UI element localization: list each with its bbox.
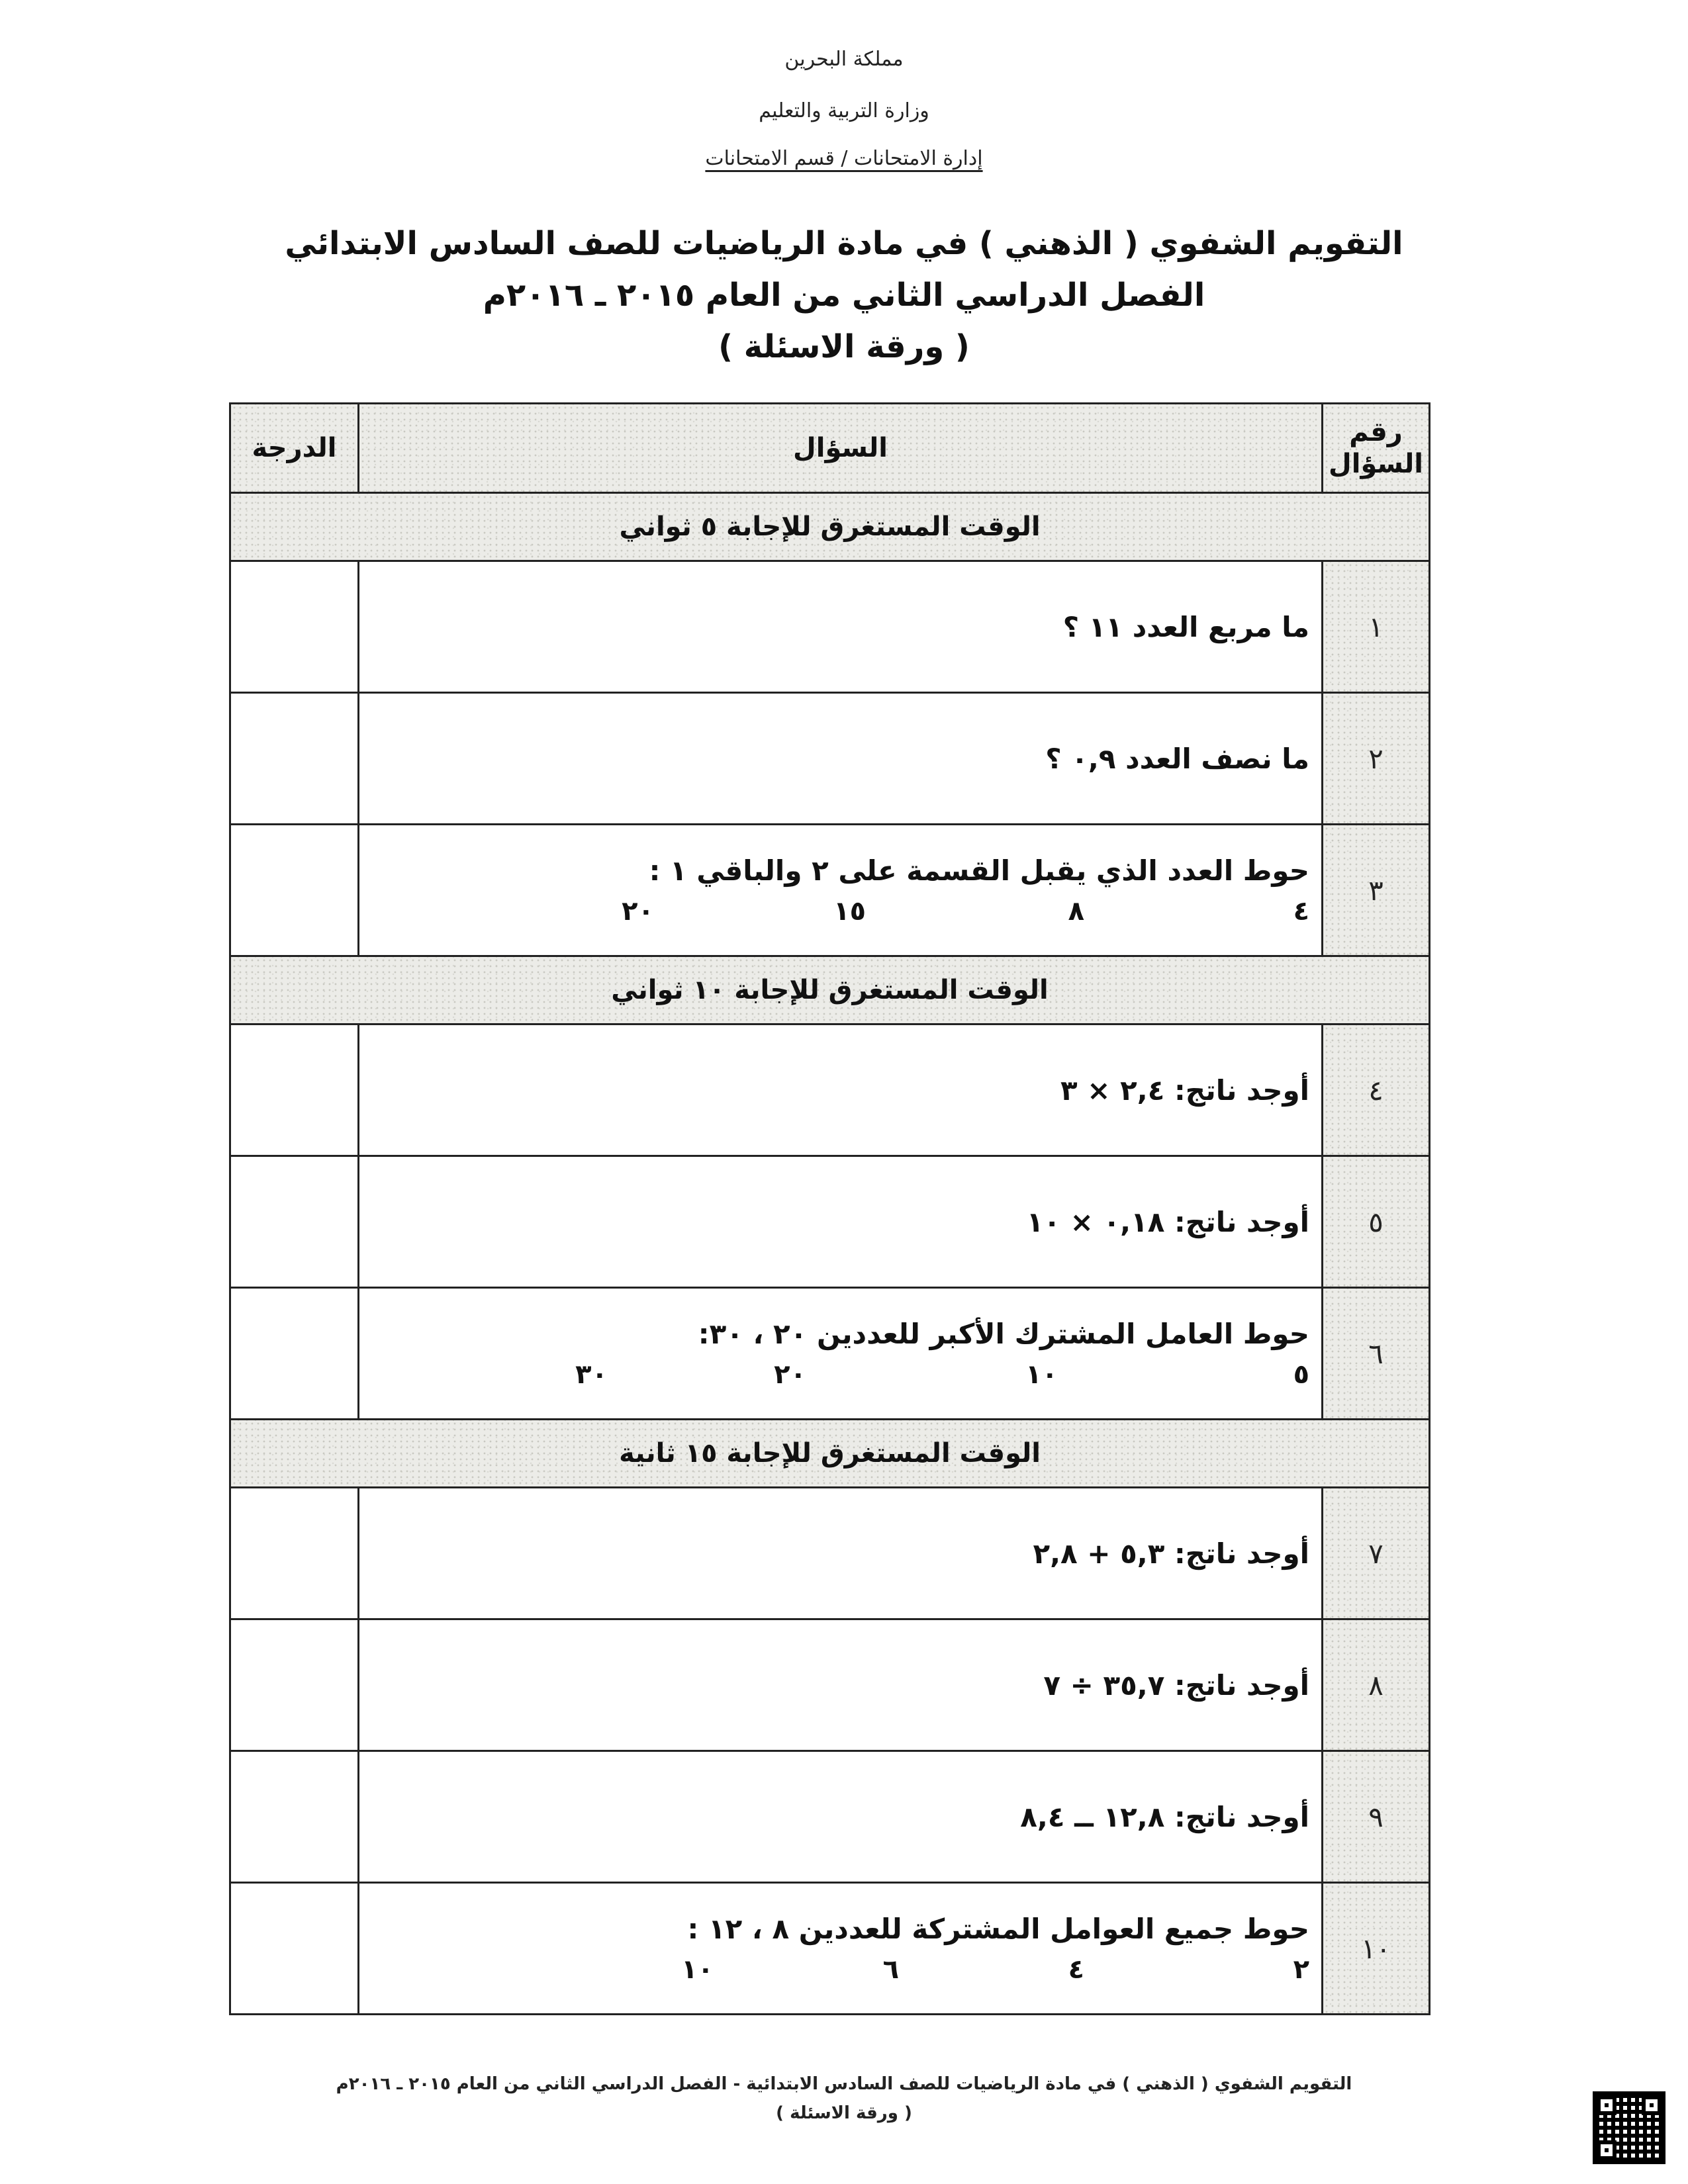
grade-cell xyxy=(230,1751,359,1883)
grade-cell xyxy=(230,1288,359,1420)
question-row xyxy=(230,561,1430,693)
question-text: ما نصف العدد ٠,٩ ؟ xyxy=(1045,742,1309,775)
exam-term: الفصل الدراسي الثاني من العام ٢٠١٥ ـ ٢٠١٦م xyxy=(483,277,1205,314)
question-number: ١٠ xyxy=(1323,1883,1430,2015)
question-row xyxy=(230,1488,1430,1619)
answer-options xyxy=(366,896,1309,927)
answer-option[interactable]: ٤ xyxy=(1293,895,1309,927)
grade-cell xyxy=(230,1024,359,1156)
column-header-question: السؤال xyxy=(359,404,1323,493)
ministry-name: وزارة التربية والتعليم xyxy=(759,99,929,122)
question-number: ٧ xyxy=(1323,1488,1430,1619)
question-number: ٥ xyxy=(1323,1156,1430,1288)
answer-option[interactable]: ٥ xyxy=(1293,1359,1309,1390)
answer-option[interactable]: ٢ xyxy=(1293,1954,1309,1985)
question-cell xyxy=(359,1288,1323,1420)
grade-cell xyxy=(230,1883,359,2015)
question-cell xyxy=(359,1488,1323,1619)
question-number: ١ xyxy=(1323,561,1430,693)
column-header-grade: الدرجة xyxy=(230,404,359,493)
answer-option[interactable]: ٢٠ xyxy=(774,1359,806,1390)
grade-cell xyxy=(230,1488,359,1619)
question-text: أوجد ناتج: ٥,٣ + ٢,٨ xyxy=(1033,1537,1309,1570)
question-row xyxy=(230,825,1430,956)
answer-option[interactable]: ١٠ xyxy=(681,1954,714,1985)
answer-option[interactable]: ١٥ xyxy=(833,895,866,927)
question-text: أوجد ناتج: ٠,١٨ × ١٠ xyxy=(1026,1205,1309,1238)
question-text: أوجد ناتج: ٢,٤ × ٣ xyxy=(1060,1073,1309,1107)
grade-cell xyxy=(230,825,359,956)
country-name: مملكة البحرين xyxy=(784,48,904,71)
question-text: أوجد ناتج: ٣٥,٧ ÷ ٧ xyxy=(1043,1668,1309,1702)
question-row xyxy=(230,1156,1430,1288)
grade-cell xyxy=(230,693,359,825)
grade-cell xyxy=(230,1156,359,1288)
column-header-number: رقم السؤال xyxy=(1323,404,1430,493)
grade-cell xyxy=(230,1619,359,1751)
question-row xyxy=(230,693,1430,825)
grade-cell xyxy=(230,561,359,693)
answer-option[interactable]: ٢٠ xyxy=(622,895,654,927)
section-time-label: الوقت المستغرق للإجابة ٥ ثواني xyxy=(230,493,1430,561)
question-cell xyxy=(359,1156,1323,1288)
footer-paper-type: ( ورقة الاسئلة ) xyxy=(776,2103,912,2123)
question-number: ٤ xyxy=(1323,1024,1430,1156)
exam-title: التقويم الشفوي ( الذهني ) في مادة الرياضيات للصف السادس الابتدائي xyxy=(285,225,1403,262)
section-time-label: الوقت المستغرق للإجابة ١٥ ثانية xyxy=(230,1420,1430,1488)
answer-option[interactable]: ١٠ xyxy=(1025,1359,1058,1390)
question-row xyxy=(230,1024,1430,1156)
footer-title: التقويم الشفوي ( الذهني ) في مادة الرياضيات للصف السادس الابتدائية - الفصل الدراسي الثاني من العام ٢٠١٥ ـ ٢٠١٦م xyxy=(336,2074,1352,2094)
question-cell xyxy=(359,561,1323,693)
question-cell xyxy=(359,825,1323,956)
question-cell xyxy=(359,1751,1323,1883)
questions-table xyxy=(229,402,1430,2015)
exam-paper-type: ( ورقة الاسئلة ) xyxy=(718,328,970,365)
section-row xyxy=(230,493,1430,561)
question-text: أوجد ناتج: ١٢,٨ ــ ٨,٤ xyxy=(1020,1800,1309,1833)
question-number: ٣ xyxy=(1323,825,1430,956)
question-text: حوط العدد الذي يقبل القسمة على ٢ والباقي ١ : xyxy=(649,854,1309,887)
question-cell xyxy=(359,1619,1323,1751)
section-row xyxy=(230,1420,1430,1488)
question-text: ما مربع العدد ١١ ؟ xyxy=(1062,610,1309,643)
question-row xyxy=(230,1288,1430,1420)
answer-options xyxy=(366,1359,1309,1390)
section-time-label: الوقت المستغرق للإجابة ١٠ ثواني xyxy=(230,956,1430,1024)
section-row xyxy=(230,956,1430,1024)
question-text: حوط جميع العوامل المشتركة للعددين ٨ ، ١٢ : xyxy=(687,1912,1309,1945)
question-cell xyxy=(359,1883,1323,2015)
question-cell xyxy=(359,693,1323,825)
table-header-row xyxy=(230,404,1430,493)
question-row xyxy=(230,1751,1430,1883)
department-name: إدارة الامتحانات / قسم الامتحانات xyxy=(705,147,983,170)
question-number: ٢ xyxy=(1323,693,1430,825)
question-text: حوط العامل المشترك الأكبر للعددين ٢٠ ، ٣٠: xyxy=(698,1317,1309,1350)
department-wrap xyxy=(0,147,1688,170)
answer-option[interactable]: ٨ xyxy=(1068,895,1084,927)
question-cell xyxy=(359,1024,1323,1156)
answer-option[interactable]: ٣٠ xyxy=(575,1359,608,1390)
answer-option[interactable]: ٦ xyxy=(882,1954,899,1985)
answer-options xyxy=(366,1954,1309,1985)
qr-code-icon xyxy=(1593,2091,1665,2164)
question-number: ٨ xyxy=(1323,1619,1430,1751)
question-row xyxy=(230,1619,1430,1751)
answer-option[interactable]: ٤ xyxy=(1068,1954,1084,1985)
question-row xyxy=(230,1883,1430,2015)
question-number: ٦ xyxy=(1323,1288,1430,1420)
question-number: ٩ xyxy=(1323,1751,1430,1883)
